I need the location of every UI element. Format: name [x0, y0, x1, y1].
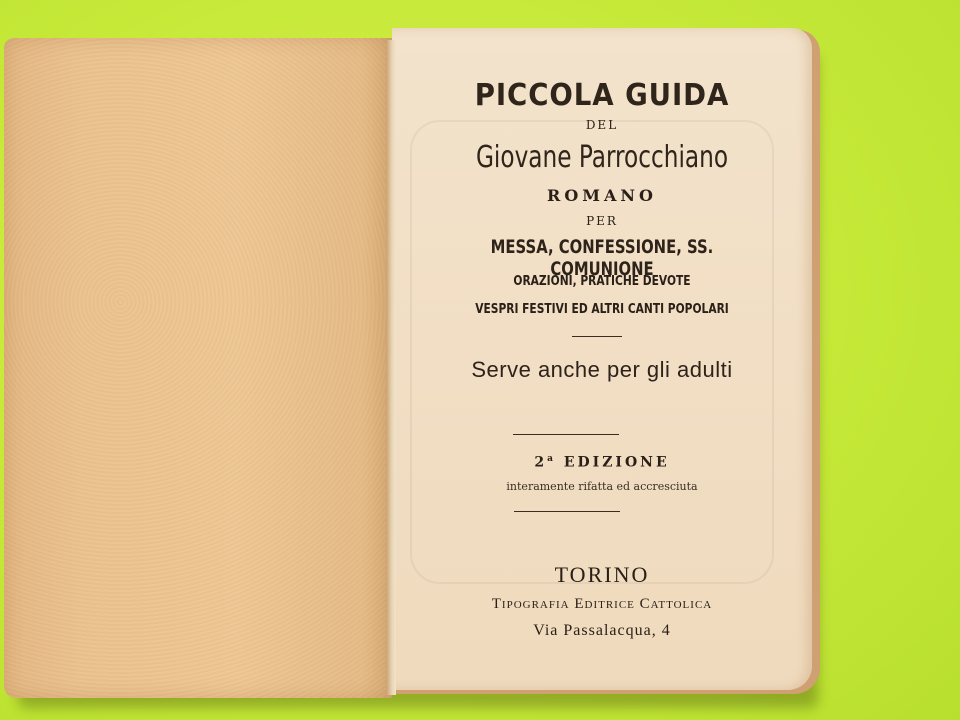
divider-rule: [513, 434, 619, 435]
left-blank-page: [4, 38, 392, 698]
edition-note: interamente rifatta ed accresciuta: [506, 480, 698, 493]
contents-line-orazioni: ORAZIONI, PRATICHE DEVOTE: [513, 274, 691, 289]
contents-line-vespri: VESPRI FESTIVI ED ALTRI CANTI POPOLARI: [475, 302, 729, 317]
divider-rule: [572, 336, 622, 337]
address-label: Via Passalacqua, 4: [533, 622, 671, 639]
serve-note: Serve anche per gli adulti: [471, 357, 733, 382]
edition-word: EDIZIONE: [563, 454, 670, 471]
publisher-label: Tipografia Editrice Cattolica: [491, 596, 713, 612]
edition-number: 2: [534, 454, 548, 471]
book-title: PICCOLA GUIDA: [474, 78, 730, 113]
city-label: TORINO: [554, 562, 650, 587]
edition-label: [392, 454, 812, 471]
del-label: DEL: [585, 118, 619, 132]
per-label: PER: [586, 214, 618, 228]
edition-superscript: a: [547, 454, 556, 464]
contents-line-messa: MESSA, CONFESSIONE, SS. COMUNIONE: [490, 236, 714, 280]
divider-rule: [514, 511, 620, 512]
romano-label: ROMANO: [547, 186, 657, 205]
book-subtitle: Giovane Parrocchiano: [475, 140, 729, 175]
